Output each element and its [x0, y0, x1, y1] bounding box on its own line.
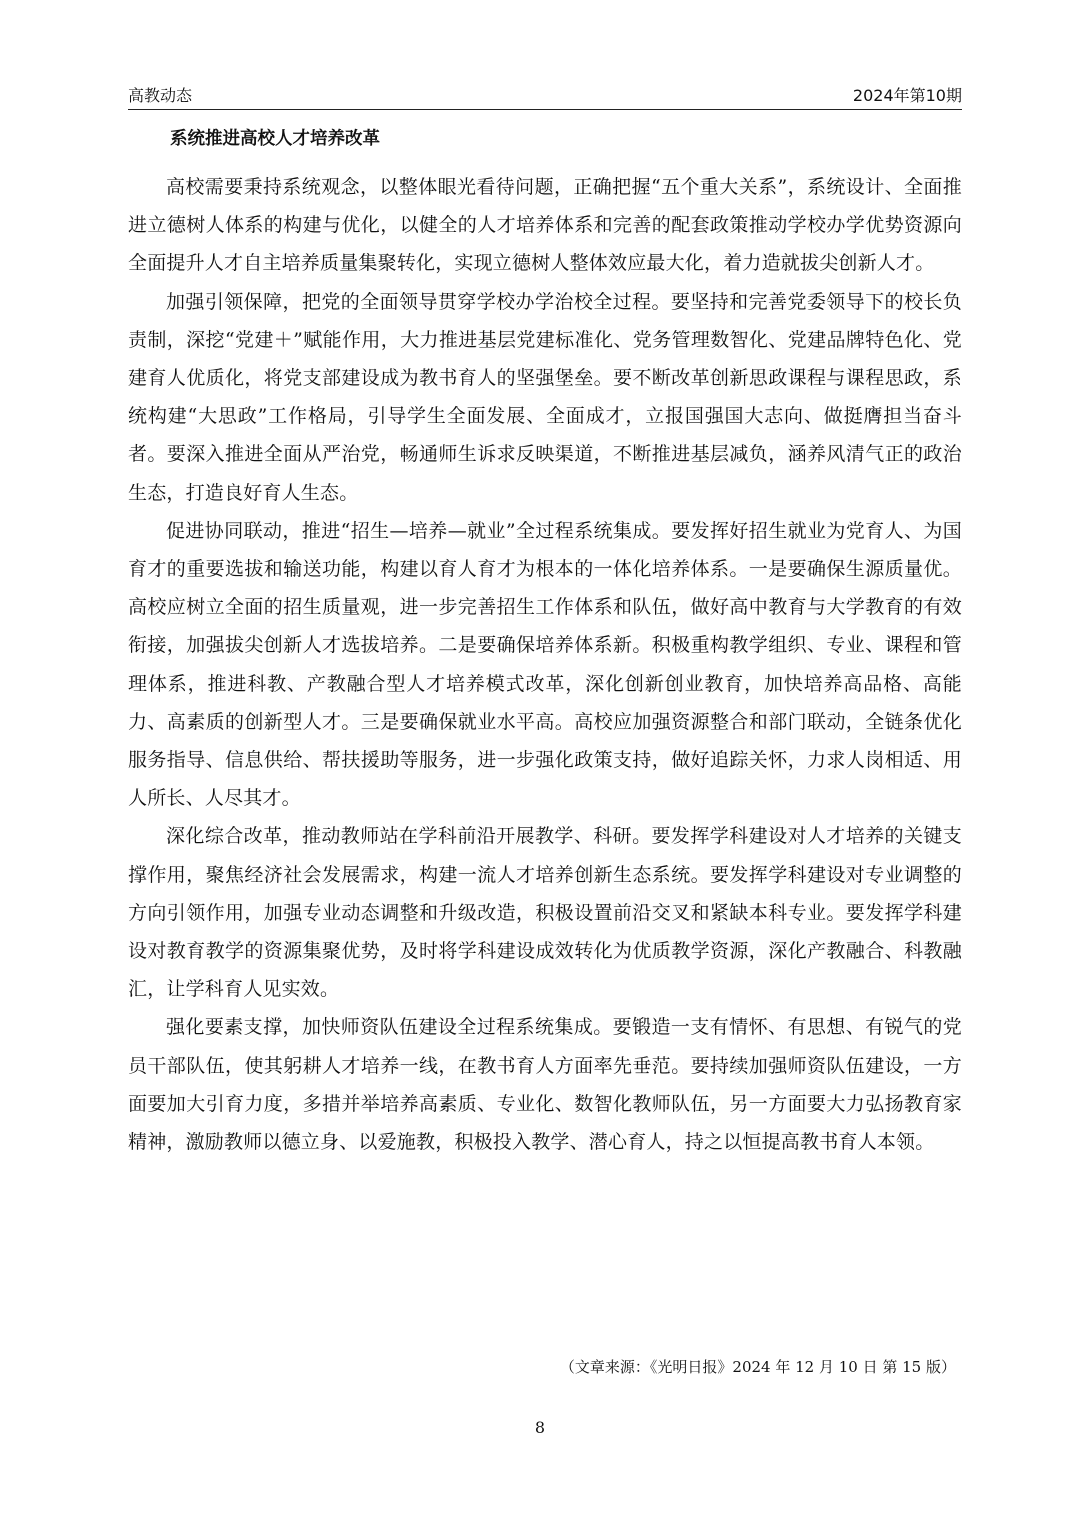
paragraph: 加强引领保障，把党的全面领导贯穿学校办学治校全过程。要坚持和完善党委领导下的校长负责制，深挖“党建＋”赋能作用，大力推进基层党建标准化、党务管理数智化、党建品牌特色化、党建育人优质化，将党支部建设成为教书育人的坚强堡垒。要不断改革创新思政课程与课程思政，系统构建“大思政”工作格局，引导学生全面发展、全面成才，立报国强国大志向、做挺膺担当奋斗者。要深入推进全面从严治党，畅通师生诉求反映渠道，不断推进基层减负，涵养风清气正的政治生态，打造良好育人生态。 [128, 290, 962, 504]
page-header [128, 76, 962, 110]
paragraph: 深化综合改革，推动教师站在学科前沿开展教学、科研。要发挥学科建设对人才培养的关键支撑作用，聚焦经济社会发展需求，构建一流人才培养创新生态系统。要发挥学科建设对专业调整的方向引领作用，加强专业动态调整和升级改造，积极设置前沿交叉和紧缺本科专业。要发挥学科建设对教育教学的资源集聚优势，及时将学科建设成效转化为优质教学资源，深化产教融合、科教融汇，让学科育人见实效。 [128, 825, 962, 1001]
paragraph: 强化要素支撑，加快师资队伍建设全过程系统集成。要锻造一支有情怀、有思想、有锐气的党员干部队伍，使其躬耕人才培养一线，在教书育人方面率先垂范。要持续加强师资队伍建设，一方面要加大引育力度，多措并举培养高素质、专业化、数智化教师队伍，另一方面要大力弘扬教育家精神，激励教师以德立身、以爱施教，积极投入教学、潜心育人，持之以恒提高教书育人本领。 [128, 1016, 962, 1154]
article-body [128, 118, 962, 1161]
paragraph: 高校需要秉持系统观念，以整体眼光看待问题，正确把握“五个重大关系”，系统设计、全面推进立德树人体系的构建与优化，以健全的人才培养体系和完善的配套政策推动学校办学优势资源向全面提升人才自主培养质量集聚转化，实现立德树人整体效应最大化，着力造就拔尖创新人才。 [128, 176, 962, 275]
page-number: 8 [534, 1418, 546, 1437]
issue-number: 2024年第10期 [852, 86, 962, 105]
paragraph: 促进协同联动，推进“招生—培养—就业”全过程系统集成。要发挥好招生就业为党育人、为国育才的重要选拔和输送功能，构建以育人育才为根本的一体化培养体系。一是要确保生源质量优。高校应树立全面的招生质量观，进一步完善招生工作体系和队伍，做好高中教育与大学教育的有效衔接，加强拔尖创新人才选拔培养。二是要确保培养体系新。积极重构教学组织、专业、课程和管理体系，推进科教、产教融合型人才培养模式改革，深化创新创业教育，加快培养高品格、高能力、高素质的创新型人才。三是要确保就业水平高。高校应加强资源整合和部门联动，全链条优化服务指导、信息供给、帮扶援助等服务，进一步强化政策支持，做好追踪关怀，力求人岗相适、用人所长、人尽其才。 [128, 519, 962, 810]
journal-name: 高教动态 [128, 86, 193, 105]
article-source: （文章来源：《光明日报》2024 年 12 月 10 日 第 15 版） [559, 1358, 956, 1376]
section-title: 系统推进高校人才培养改革 [170, 129, 380, 149]
